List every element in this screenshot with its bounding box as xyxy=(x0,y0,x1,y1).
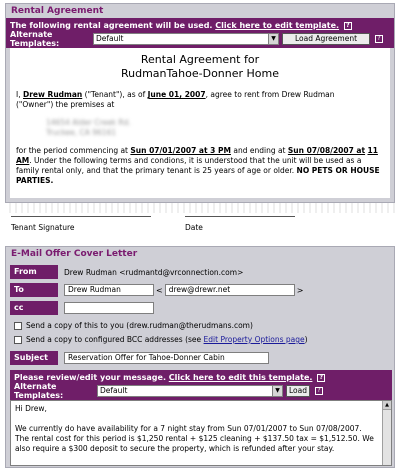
p2-text-a: for the period commencing at xyxy=(16,146,128,155)
email-offer-panel xyxy=(5,246,395,468)
copy-bcc-label-end: ) xyxy=(304,335,308,344)
copy-bcc-checkbox[interactable] xyxy=(14,336,22,344)
page-break-divider xyxy=(5,203,395,213)
help-icon[interactable]: ? xyxy=(344,22,352,30)
scroll-up-icon[interactable]: ▲ xyxy=(383,401,391,410)
email-section-title: E-Mail Offer Cover Letter xyxy=(11,249,138,259)
email-template-select[interactable] xyxy=(97,385,283,397)
chevron-down-icon[interactable]: ▼ xyxy=(268,34,278,44)
copy-me-option[interactable] xyxy=(14,321,253,330)
email-template-select-value: Default xyxy=(100,386,128,395)
message-greeting: Hi Drew, xyxy=(15,404,47,413)
rental-agreement-panel xyxy=(5,3,395,203)
copy-me-label: Send a copy of this to you (drew.rudman@therudmans.com) xyxy=(26,321,253,330)
email-template-text: Please review/edit your message. xyxy=(14,373,166,382)
email-alt-templates-label: Alternate Templates: xyxy=(14,382,64,400)
p1-text-b: ("Tenant"), as of xyxy=(84,90,146,99)
agreement-date: June 01, 2007 xyxy=(147,90,206,99)
email-alt-templates-row xyxy=(14,384,388,398)
p2-text-b: and ending at xyxy=(233,146,286,155)
copy-bcc-option[interactable] xyxy=(14,335,308,344)
to-lt: < xyxy=(156,285,163,295)
copy-me-checkbox[interactable] xyxy=(14,322,22,330)
message-body-text: We currently do have availability for a 7 night stay from Sun 07/01/2007 to Sun 07/08/2007. The rental cost for this period is $1,250 rental + $125 cleaning + $137.50 tax = $1,512.50. We also require a $300 deposit to secure the property, which is refunded after your stay. xyxy=(15,424,374,453)
help-icon[interactable]: ? xyxy=(375,35,383,43)
cc-input[interactable] xyxy=(64,302,154,314)
p1-text-d: ("Owner") the premises at xyxy=(16,100,115,109)
address-line-1: 14654 Alder Creek Rd. xyxy=(46,118,131,127)
rental-template-text: The following rental agreement will be used. xyxy=(10,21,213,30)
rental-section-title: Rental Agreement xyxy=(11,6,104,16)
rental-alt-templates-row xyxy=(10,32,390,46)
help-icon[interactable]: ? xyxy=(315,387,323,395)
edit-email-template-link[interactable]: Click here to edit this template. xyxy=(168,373,313,382)
cc-row xyxy=(10,301,154,315)
period-start: Sun 07/01/2007 at 3 PM xyxy=(130,146,231,155)
date-label: Date xyxy=(185,223,203,232)
help-icon[interactable]: ? xyxy=(317,374,325,382)
agreement-document xyxy=(10,48,390,198)
period-end-time: 11 AM xyxy=(16,146,378,165)
date-signature-line xyxy=(185,216,295,217)
to-email-input[interactable]: drew@drewr.net xyxy=(165,284,295,296)
agreement-paragraph-1 xyxy=(16,90,384,110)
rental-template-bar xyxy=(6,18,394,48)
agreement-paragraph-2 xyxy=(16,146,384,186)
from-label: From xyxy=(10,265,58,279)
copy-bcc-label: Send a copy to configured BCC addresses (see xyxy=(26,335,202,344)
subject-row xyxy=(10,351,269,365)
chevron-down-icon[interactable]: ▼ xyxy=(272,386,282,396)
edit-property-options-link[interactable]: Edit Property Options page xyxy=(203,335,305,344)
email-template-bar xyxy=(10,370,392,400)
tenant-name: Drew Rudman xyxy=(23,90,83,99)
rental-template-select[interactable] xyxy=(93,33,279,45)
tenant-signature-label: Tenant Signature xyxy=(11,223,75,232)
signature-area xyxy=(5,213,395,243)
property-address xyxy=(46,118,384,138)
to-gt: > xyxy=(296,285,304,295)
to-label: To xyxy=(10,283,58,297)
p1-text-a: I, xyxy=(16,90,21,99)
agreement-title-2: RudmanTahoe-Donner Home xyxy=(120,67,280,80)
rental-alt-templates-label: Alternate Templates: xyxy=(10,30,60,48)
load-agreement-button[interactable]: Load Agreement xyxy=(282,33,370,45)
p2-text-c: . Under the following terms and condions, it is understood that the unit will be used as a family rental only, and that the primary tenant is 25 years of age or older. xyxy=(16,156,362,175)
address-line-2: Truckee, CA 96161 xyxy=(46,128,117,137)
load-email-template-button[interactable]: Load xyxy=(286,385,310,397)
p1-text-c: , agree to rent from Drew Rudman xyxy=(205,90,335,99)
to-name-input[interactable]: Drew Rudman xyxy=(64,284,154,296)
subject-label: Subject xyxy=(10,351,58,365)
agreement-title-1: Rental Agreement for xyxy=(140,53,260,66)
subject-input[interactable]: Reservation Offer for Tahoe-Donner Cabin xyxy=(64,352,269,364)
to-row xyxy=(10,283,303,297)
rental-template-select-value: Default xyxy=(96,34,124,43)
cc-label: cc xyxy=(10,301,58,315)
tenant-signature-line xyxy=(11,216,151,217)
period-end: Sun 07/08/2007 at xyxy=(287,146,366,155)
message-body-textarea[interactable] xyxy=(10,400,392,466)
from-value: Drew Rudman <rudmantd@vrconnection.com> xyxy=(64,267,244,277)
from-row xyxy=(10,265,243,279)
edit-rental-template-link[interactable]: Click here to edit template. xyxy=(215,21,340,30)
message-scrollbar[interactable] xyxy=(382,401,391,465)
no-pets-notice: NO PETS OR HOUSE PARTIES. xyxy=(16,166,380,185)
